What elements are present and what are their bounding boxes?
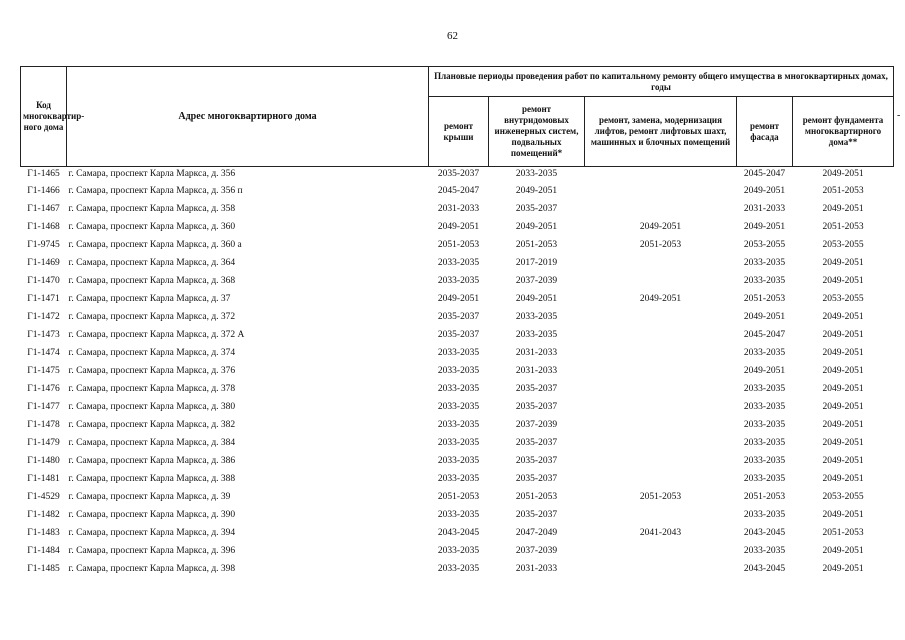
cell-systems: 2031-2033 bbox=[515, 564, 558, 574]
cell-code: Г1-1476 bbox=[27, 384, 60, 394]
cell-lifts bbox=[585, 470, 737, 488]
header-systems: ремонт внутридомовых инженерных систем, подвальных помещений* bbox=[489, 97, 585, 167]
cell-foundation: 2049-2051 bbox=[822, 276, 864, 286]
cell-address: г. Самара, проспект Карла Маркса, д. 360 а bbox=[68, 240, 242, 250]
cell-code: Г1-1482 bbox=[27, 510, 60, 520]
cell-code: Г1-1466 bbox=[27, 186, 60, 196]
cell-systems: 2035-2037 bbox=[515, 510, 558, 520]
cell-systems: 2035-2037 bbox=[515, 402, 558, 412]
cell-facade: 2043-2045 bbox=[743, 564, 786, 574]
cell-address: г. Самара, проспект Карла Маркса, д. 356 п bbox=[68, 186, 243, 196]
cell-address: г. Самара, проспект Карла Маркса, д. 360 bbox=[68, 222, 236, 232]
cell-foundation: 2049-2051 bbox=[822, 438, 864, 448]
cell-facade: 2033-2035 bbox=[743, 420, 786, 430]
cell-roof: 2033-2035 bbox=[437, 384, 480, 394]
cell-facade: 2043-2045 bbox=[743, 528, 786, 538]
cell-foundation: 2051-2053 bbox=[822, 186, 864, 196]
cell-facade: 2031-2033 bbox=[743, 204, 786, 214]
cell-address: г. Самара, проспект Карла Маркса, д. 37 bbox=[68, 294, 231, 304]
cell-lifts bbox=[585, 560, 737, 578]
cell-lifts bbox=[585, 344, 737, 362]
cell-foundation: 2053-2055 bbox=[822, 492, 864, 502]
cell-foundation: 2049-2051 bbox=[822, 564, 864, 574]
cell-address: г. Самара, проспект Карла Маркса, д. 378 bbox=[68, 384, 236, 394]
cell-roof: 2033-2035 bbox=[437, 366, 480, 376]
cell-systems: 2049-2051 bbox=[515, 186, 558, 196]
cell-roof: 2033-2035 bbox=[437, 276, 480, 286]
cell-facade: 2033-2035 bbox=[743, 384, 786, 394]
cell-foundation: 2049-2051 bbox=[822, 474, 864, 484]
cell-systems: 2033-2035 bbox=[515, 330, 558, 340]
cell-systems: 2033-2035 bbox=[515, 169, 558, 179]
cell-address: г. Самара, проспект Карла Маркса, д. 396 bbox=[68, 546, 236, 556]
cell-facade: 2049-2051 bbox=[743, 312, 786, 322]
table-row bbox=[21, 182, 894, 200]
cell-roof: 2033-2035 bbox=[437, 546, 480, 556]
cell-address: г. Самара, проспект Карла Маркса, д. 372 bbox=[68, 312, 236, 322]
cell-foundation: 2049-2051 bbox=[822, 420, 864, 430]
header-code: Код многоквартир-ного дома bbox=[21, 67, 67, 167]
header-roof: ремонт крыши bbox=[429, 97, 489, 167]
table-row bbox=[21, 398, 894, 416]
cell-roof: 2033-2035 bbox=[437, 456, 480, 466]
header-group: Плановые периоды проведения работ по капитальному ремонту общего имущества в многоквартирных домах, годы bbox=[429, 67, 894, 97]
cell-facade: 2033-2035 bbox=[743, 510, 786, 520]
cell-foundation: 2049-2051 bbox=[822, 510, 864, 520]
cell-systems: 2035-2037 bbox=[515, 438, 558, 448]
cell-lifts bbox=[585, 200, 737, 218]
cell-code: Г1-1467 bbox=[27, 204, 60, 214]
cell-roof: 2033-2035 bbox=[437, 402, 480, 412]
cell-address: г. Самара, проспект Карла Маркса, д. 364 bbox=[68, 258, 236, 268]
table-row bbox=[21, 308, 894, 326]
cell-lifts bbox=[585, 416, 737, 434]
cell-lifts bbox=[585, 326, 737, 344]
header-lifts: ремонт, замена, модернизация лифтов, ремонт лифтовых шахт, машинных и блочных помещений bbox=[585, 97, 737, 167]
header-foundation: ремонт фундамента многоквартирного дома** bbox=[793, 97, 894, 167]
cell-lifts: 2049-2051 bbox=[639, 222, 682, 232]
cell-lifts bbox=[585, 434, 737, 452]
cell-foundation: 2051-2053 bbox=[822, 222, 864, 232]
table-row bbox=[21, 452, 894, 470]
cell-lifts: 2041-2043 bbox=[639, 528, 682, 538]
cell-lifts bbox=[585, 308, 737, 326]
cell-systems: 2051-2053 bbox=[515, 492, 558, 502]
table-header bbox=[21, 67, 894, 167]
cell-foundation: 2053-2055 bbox=[822, 294, 864, 304]
header-facade: ремонт фасада bbox=[737, 97, 793, 167]
cell-lifts bbox=[585, 272, 737, 290]
cell-code: Г1-1477 bbox=[27, 402, 60, 412]
cell-roof: 2045-2047 bbox=[437, 186, 480, 196]
cell-systems: 2049-2051 bbox=[515, 222, 558, 232]
cell-foundation: 2049-2051 bbox=[822, 384, 864, 394]
cell-foundation: 2049-2051 bbox=[822, 402, 864, 412]
table-row bbox=[21, 362, 894, 380]
cell-code: Г1-1474 bbox=[27, 348, 60, 358]
cell-facade: 2051-2053 bbox=[743, 294, 786, 304]
cell-address: г. Самара, проспект Карла Маркса, д. 384 bbox=[68, 438, 236, 448]
cell-address: г. Самара, проспект Карла Маркса, д. 398 bbox=[68, 564, 236, 574]
cell-roof: 2035-2037 bbox=[437, 330, 480, 340]
cell-facade: 2033-2035 bbox=[743, 258, 786, 268]
cell-roof: 2033-2035 bbox=[437, 348, 480, 358]
cell-code: Г1-1473 bbox=[27, 330, 60, 340]
table-body bbox=[21, 167, 894, 579]
cell-facade: 2053-2055 bbox=[743, 240, 786, 250]
cell-facade: 2033-2035 bbox=[743, 474, 786, 484]
cell-lifts bbox=[585, 380, 737, 398]
cell-address: г. Самара, проспект Карла Маркса, д. 368 bbox=[68, 276, 236, 286]
table-row bbox=[21, 218, 894, 236]
cell-facade: 2049-2051 bbox=[743, 222, 786, 232]
cell-roof: 2049-2051 bbox=[437, 294, 480, 304]
cell-lifts bbox=[585, 167, 737, 183]
table-row bbox=[21, 560, 894, 578]
cell-facade: 2033-2035 bbox=[743, 276, 786, 286]
cell-systems: 2033-2035 bbox=[515, 312, 558, 322]
repair-schedule-table bbox=[20, 66, 894, 578]
cell-code: Г1-1481 bbox=[27, 474, 60, 484]
cell-foundation: 2049-2051 bbox=[822, 456, 864, 466]
cell-systems: 2037-2039 bbox=[515, 420, 558, 430]
cell-systems: 2035-2037 bbox=[515, 456, 558, 466]
cell-lifts bbox=[585, 254, 737, 272]
cell-systems: 2031-2033 bbox=[515, 348, 558, 358]
cell-roof: 2033-2035 bbox=[437, 420, 480, 430]
cell-foundation: 2049-2051 bbox=[822, 258, 864, 268]
header-address: Адрес многоквартирного дома bbox=[67, 67, 429, 167]
cell-systems: 2017-2019 bbox=[515, 258, 558, 268]
cell-facade: 2051-2053 bbox=[743, 492, 786, 502]
cell-code: Г1-1475 bbox=[27, 366, 60, 376]
cell-code: Г1-1478 bbox=[27, 420, 60, 430]
cell-lifts bbox=[585, 398, 737, 416]
cell-code: Г1-1468 bbox=[27, 222, 60, 232]
cell-address: г. Самара, проспект Карла Маркса, д. 39 bbox=[68, 492, 231, 502]
cell-lifts: 2051-2053 bbox=[639, 492, 682, 502]
cell-facade: 2033-2035 bbox=[743, 456, 786, 466]
cell-roof: 2033-2035 bbox=[437, 438, 480, 448]
table-row bbox=[21, 488, 894, 506]
cell-roof: 2033-2035 bbox=[437, 474, 480, 484]
cell-address: г. Самара, проспект Карла Маркса, д. 382 bbox=[68, 420, 236, 430]
cell-roof: 2051-2053 bbox=[437, 240, 480, 250]
cell-code: Г1-1470 bbox=[27, 276, 60, 286]
cell-code: Г1-1483 bbox=[27, 528, 60, 538]
cell-systems: 2035-2037 bbox=[515, 204, 558, 214]
cell-systems: 2051-2053 bbox=[515, 240, 558, 250]
cell-roof: 2049-2051 bbox=[437, 222, 480, 232]
cell-foundation: 2049-2051 bbox=[822, 330, 864, 340]
cell-foundation: 2049-2051 bbox=[822, 348, 864, 358]
cell-foundation: 2049-2051 bbox=[822, 204, 864, 214]
cell-systems: 2049-2051 bbox=[515, 294, 558, 304]
cell-foundation: 2049-2051 bbox=[822, 312, 864, 322]
cell-roof: 2035-2037 bbox=[437, 312, 480, 322]
cell-foundation: 2049-2051 bbox=[822, 366, 864, 376]
cell-roof: 2033-2035 bbox=[437, 564, 480, 574]
cell-lifts: 2049-2051 bbox=[639, 294, 682, 304]
cell-foundation: 2051-2053 bbox=[822, 528, 864, 538]
table-row bbox=[21, 236, 894, 254]
cell-facade: 2033-2035 bbox=[743, 546, 786, 556]
table-row bbox=[21, 380, 894, 398]
table-row bbox=[21, 434, 894, 452]
table-row bbox=[21, 290, 894, 308]
cell-address: г. Самара, проспект Карла Маркса, д. 380 bbox=[68, 402, 236, 412]
table-row bbox=[21, 506, 894, 524]
cell-code: Г1-1465 bbox=[27, 169, 60, 179]
table-row bbox=[21, 200, 894, 218]
cell-lifts bbox=[585, 452, 737, 470]
cell-facade: 2045-2047 bbox=[743, 169, 786, 179]
cell-address: г. Самара, проспект Карла Маркса, д. 386 bbox=[68, 456, 236, 466]
table-row bbox=[21, 416, 894, 434]
cell-facade: 2033-2035 bbox=[743, 348, 786, 358]
cell-lifts bbox=[585, 542, 737, 560]
cell-address: г. Самара, проспект Карла Маркса, д. 372 А bbox=[68, 330, 245, 340]
cell-systems: 2035-2037 bbox=[515, 474, 558, 484]
cell-code: Г1-9745 bbox=[27, 240, 60, 250]
cell-foundation: 2049-2051 bbox=[822, 169, 864, 179]
cell-code: Г1-4529 bbox=[27, 492, 60, 502]
cell-foundation: 2053-2055 bbox=[822, 240, 864, 250]
table-row bbox=[21, 326, 894, 344]
table-row bbox=[21, 272, 894, 290]
cell-roof: 2043-2045 bbox=[437, 528, 480, 538]
table-row bbox=[21, 524, 894, 542]
cell-systems: 2031-2033 bbox=[515, 366, 558, 376]
cell-code: Г1-1485 bbox=[27, 564, 60, 574]
cell-lifts bbox=[585, 362, 737, 380]
cell-roof: 2051-2053 bbox=[437, 492, 480, 502]
cell-code: Г1-1480 bbox=[27, 456, 60, 466]
cell-facade: 2049-2051 bbox=[743, 186, 786, 196]
cell-lifts: 2051-2053 bbox=[639, 240, 682, 250]
cell-facade: 2045-2047 bbox=[743, 330, 786, 340]
cell-address: г. Самара, проспект Карла Маркса, д. 394 bbox=[68, 528, 236, 538]
cell-roof: 2031-2033 bbox=[437, 204, 480, 214]
cell-foundation: 2049-2051 bbox=[822, 546, 864, 556]
cell-roof: 2033-2035 bbox=[437, 510, 480, 520]
page-number: 62 bbox=[447, 30, 458, 42]
cell-systems: 2037-2039 bbox=[515, 276, 558, 286]
cell-lifts bbox=[585, 506, 737, 524]
table-row bbox=[21, 167, 894, 183]
cell-code: Г1-1479 bbox=[27, 438, 60, 448]
margin-mark: - bbox=[897, 110, 901, 121]
cell-code: Г1-1469 bbox=[27, 258, 60, 268]
table-row bbox=[21, 542, 894, 560]
table-row bbox=[21, 470, 894, 488]
cell-address: г. Самара, проспект Карла Маркса, д. 356 bbox=[68, 169, 236, 179]
cell-systems: 2037-2039 bbox=[515, 546, 558, 556]
cell-roof: 2035-2037 bbox=[437, 169, 480, 179]
table-row bbox=[21, 344, 894, 362]
cell-code: Г1-1472 bbox=[27, 312, 60, 322]
table-row bbox=[21, 254, 894, 272]
cell-systems: 2035-2037 bbox=[515, 384, 558, 394]
cell-address: г. Самара, проспект Карла Маркса, д. 376 bbox=[68, 366, 236, 376]
cell-facade: 2033-2035 bbox=[743, 402, 786, 412]
cell-address: г. Самара, проспект Карла Маркса, д. 358 bbox=[68, 204, 236, 214]
cell-address: г. Самара, проспект Карла Маркса, д. 374 bbox=[68, 348, 236, 358]
cell-address: г. Самара, проспект Карла Маркса, д. 388 bbox=[68, 474, 236, 484]
cell-address: г. Самара, проспект Карла Маркса, д. 390 bbox=[68, 510, 236, 520]
cell-facade: 2033-2035 bbox=[743, 438, 786, 448]
cell-code: Г1-1484 bbox=[27, 546, 60, 556]
cell-lifts bbox=[585, 182, 737, 200]
cell-facade: 2049-2051 bbox=[743, 366, 786, 376]
cell-systems: 2047-2049 bbox=[515, 528, 558, 538]
cell-code: Г1-1471 bbox=[27, 294, 60, 304]
cell-roof: 2033-2035 bbox=[437, 258, 480, 268]
